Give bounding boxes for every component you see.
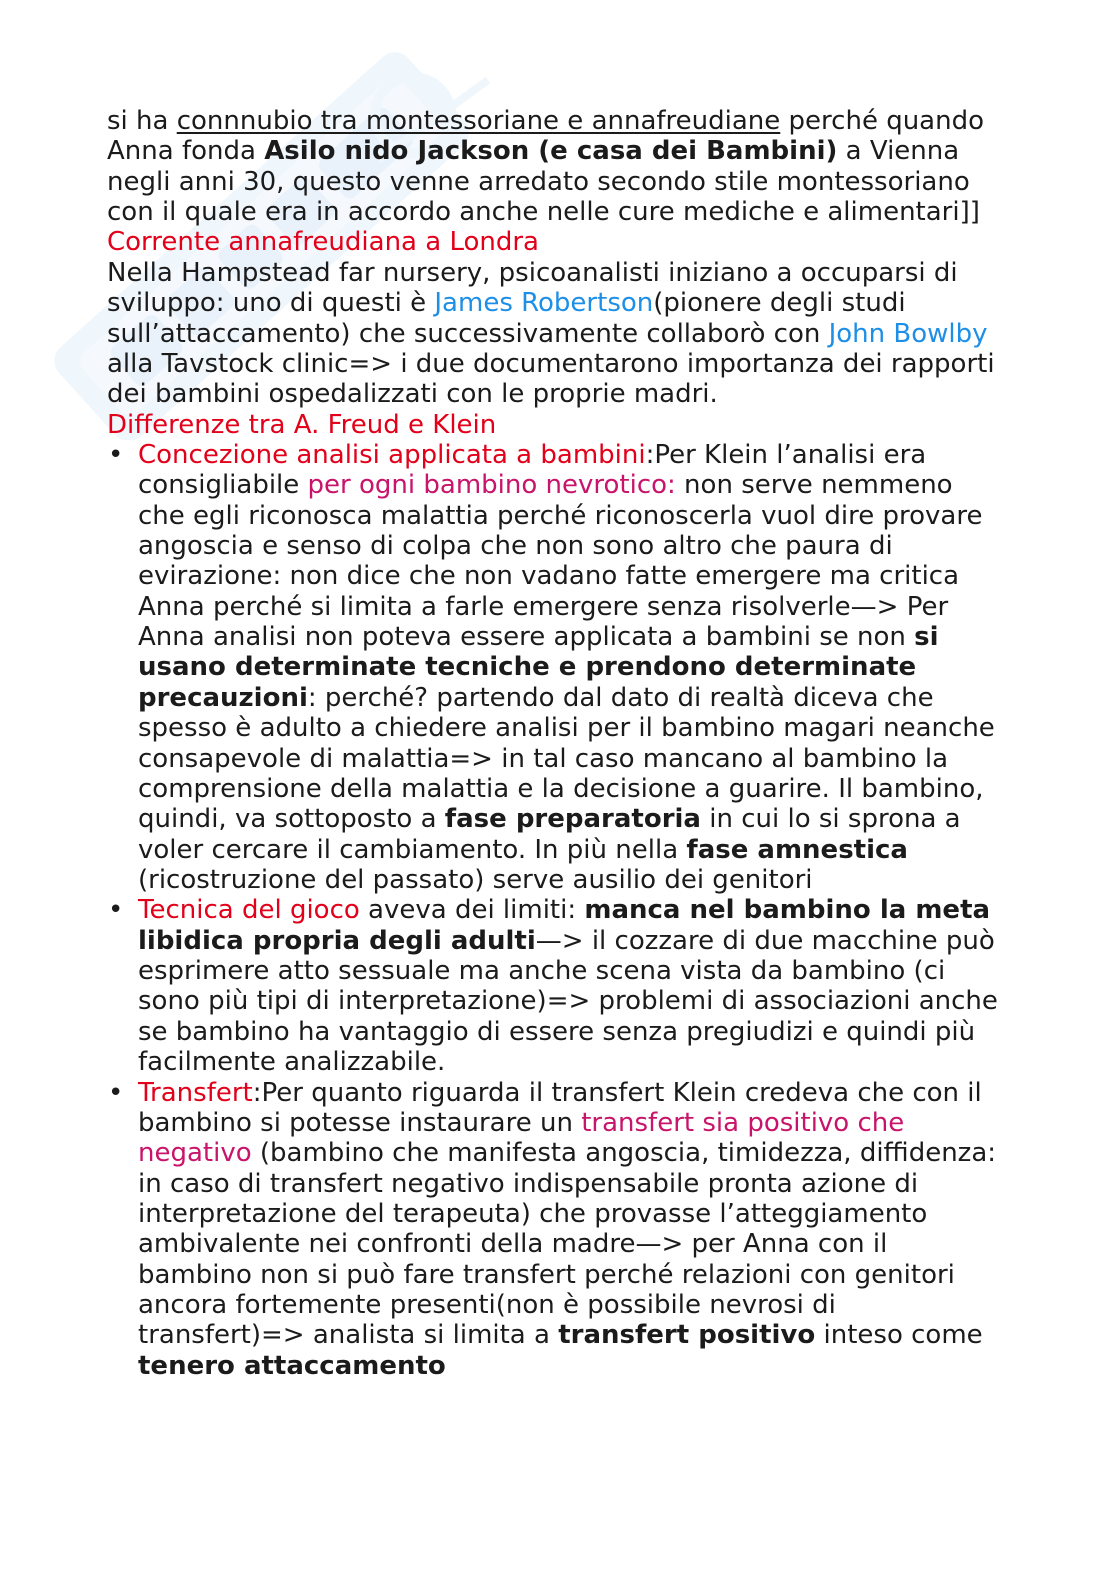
document-body xyxy=(107,106,1067,1381)
text-line xyxy=(138,470,1067,500)
text-run: sono più tipi di interpretazione)=> problemi di associazioni anche xyxy=(138,986,998,1017)
text-line xyxy=(138,652,1067,682)
bullet-item xyxy=(107,440,1067,895)
text-line xyxy=(107,197,1067,227)
highlighted-text: transfert sia positivo che xyxy=(581,1107,905,1138)
text-run: in cui lo si sprona a xyxy=(700,804,961,835)
text-line xyxy=(138,501,1067,531)
bold-text: fase amnestica xyxy=(686,834,908,865)
section-heading xyxy=(107,410,1067,440)
text-line xyxy=(138,835,1067,865)
text-run: transfert)=> analista si limita a xyxy=(138,1320,559,1351)
text-line xyxy=(138,1229,1067,1259)
text-line xyxy=(138,1290,1067,1320)
text-run: perché quando xyxy=(780,106,985,136)
text-line xyxy=(138,986,1067,1016)
text-run: alla Tavstock clinic=> i due documentarono importanza dei rapporti xyxy=(107,348,995,379)
text-line xyxy=(138,1138,1067,1168)
text-line xyxy=(138,561,1067,591)
text-run: (pionere degli studi xyxy=(653,288,906,319)
text-line xyxy=(107,288,1067,318)
text-run: se bambino ha vantaggio di essere senza pregiudizi e quindi più xyxy=(138,1016,976,1047)
text-line xyxy=(138,1260,1067,1290)
text-run: negli anni 30, questo venne arredato secondo stile montessoriano xyxy=(107,166,970,197)
highlighted-text: per ogni bambino nevrotico: xyxy=(307,470,676,501)
text-run: consigliabile xyxy=(138,470,308,501)
text-line xyxy=(138,622,1067,652)
paragraph xyxy=(107,106,1067,227)
text-line xyxy=(138,713,1067,743)
text-line xyxy=(138,865,1067,895)
bold-text: usano determinate tecniche e prendono determinate xyxy=(138,652,917,683)
text-line xyxy=(138,956,1067,986)
text-run: inteso come xyxy=(815,1320,983,1351)
text-run: angoscia e senso di colpa che non sono altro che paura di xyxy=(138,531,893,562)
text-line xyxy=(138,592,1067,622)
heading-text: Corrente annafreudiana a Londra xyxy=(107,227,539,258)
text-run: esprimere atto sessuale ma anche scena vista da bambino (ci xyxy=(138,956,946,987)
highlighted-text: Tecnica del gioco xyxy=(138,895,360,926)
text-line xyxy=(107,379,1067,409)
text-run: in caso di transfert negativo indispensabile pronta azione di xyxy=(138,1168,919,1199)
text-run: aveva dei limiti: xyxy=(359,895,585,926)
text-run: —> il cozzare di due macchine può xyxy=(535,925,995,956)
text-run: (bambino che manifesta angoscia, timidezza, diffidenza: xyxy=(251,1138,997,1169)
text-run: a Vienna xyxy=(837,136,960,167)
heading-text: Differenze tra A. Freud e Klein xyxy=(107,409,497,440)
text-line xyxy=(138,1320,1067,1350)
text-run: :Per quanto riguarda il transfert Klein credeva che con il xyxy=(252,1077,982,1108)
text-run: sull’attaccamento) che successivamente collaborò con xyxy=(107,318,829,349)
bold-text: transfert positivo xyxy=(558,1320,816,1351)
bold-text: si xyxy=(914,622,939,653)
highlighted-text: Transfert xyxy=(138,1077,253,1108)
bold-text: precauzioni xyxy=(138,682,308,713)
text-line xyxy=(138,744,1067,774)
bold-text: Asilo nido Jackson (e casa dei Bambini) xyxy=(264,136,838,167)
text-line xyxy=(138,1199,1067,1229)
text-line xyxy=(107,227,1067,257)
text-line xyxy=(138,1078,1067,1108)
text-run: sviluppo: uno di questi è xyxy=(107,288,435,319)
text-line xyxy=(138,1017,1067,1047)
bullet-item xyxy=(107,1078,1067,1382)
text-line xyxy=(138,804,1067,834)
text-run: non serve nemmeno xyxy=(675,470,953,501)
text-line xyxy=(107,349,1067,379)
text-line xyxy=(138,531,1067,561)
text-run: si ha xyxy=(107,106,177,136)
text-run: bambino non si può fare transfert perché relazioni con genitori xyxy=(138,1259,955,1290)
text-run: evirazione: non dice che non vadano fatte emergere ma critica xyxy=(138,561,960,592)
highlighted-text: Concezione analisi applicata a bambini xyxy=(138,439,646,470)
text-run: : perché? partendo dal dato di realtà diceva che xyxy=(307,682,934,713)
bold-text: fase preparatoria xyxy=(444,804,701,835)
text-line xyxy=(107,319,1067,349)
text-run: comprensione della malattia e la decisione a guarire. Il bambino, xyxy=(138,773,984,804)
text-run: (ricostruzione del passato) serve ausilio dei genitori xyxy=(138,864,813,895)
text-line xyxy=(107,136,1067,166)
text-run: dei bambini ospedalizzati con le proprie madri. xyxy=(107,379,718,410)
text-run: interpretazione del terapeuta) che provasse l’atteggiamento xyxy=(138,1198,928,1229)
text-run: con il quale era in accordo anche nelle cure mediche e alimentari]] xyxy=(107,197,980,228)
paragraph xyxy=(107,258,1067,410)
text-run: consapevole di malattia=> in tal caso mancano al bambino la xyxy=(138,743,949,774)
bold-text: libidica propria degli adulti xyxy=(138,925,536,956)
text-line xyxy=(107,258,1067,288)
text-run: ancora fortemente presenti(non è possibile nevrosi di xyxy=(138,1290,836,1321)
text-line xyxy=(107,106,1067,136)
bullet-icon: • xyxy=(108,439,124,470)
text-run: bambino si potesse instaurare un xyxy=(138,1107,582,1138)
text-line xyxy=(138,1351,1067,1381)
bold-text: manca nel bambino la meta xyxy=(584,895,991,926)
text-line xyxy=(107,410,1067,440)
text-run: ambivalente nei confronti della madre—> per Anna con il xyxy=(138,1229,888,1260)
text-run: Anna analisi non poteva essere applicata a bambini se non xyxy=(138,622,915,653)
highlighted-text: John Bowlby xyxy=(828,318,988,349)
underlined-text: connnubio tra montessoriane e annafreudiane xyxy=(176,106,781,136)
text-run: Anna perché si limita a farle emergere senza risolverle—> Per xyxy=(138,591,949,622)
text-line xyxy=(138,1047,1067,1077)
text-line xyxy=(138,1169,1067,1199)
text-line xyxy=(138,895,1067,925)
bold-text: tenero attaccamento xyxy=(138,1350,446,1381)
section-heading xyxy=(107,227,1067,257)
text-run: spesso è adulto a chiedere analisi per il bambino magari neanche xyxy=(138,713,995,744)
bullet-item xyxy=(107,895,1067,1077)
text-run: che egli riconosca malattia perché riconoscerla vuol dire provare xyxy=(138,500,983,531)
text-run: :Per Klein l’analisi era xyxy=(645,439,927,470)
text-line xyxy=(138,1108,1067,1138)
highlighted-text: James Robertson xyxy=(434,288,654,319)
text-run: quindi, va sottoposto a xyxy=(138,804,445,835)
bullet-icon: • xyxy=(108,895,124,926)
text-line xyxy=(138,683,1067,713)
text-run: voler cercare il cambiamento. In più nella xyxy=(138,834,687,865)
text-run: facilmente analizzabile. xyxy=(138,1047,446,1078)
text-line xyxy=(138,774,1067,804)
text-run: Anna fonda xyxy=(107,136,265,167)
text-line xyxy=(138,440,1067,470)
text-run: Nella Hampstead far nursery, psicoanalisti iniziano a occuparsi di xyxy=(107,257,958,288)
bullet-icon: • xyxy=(108,1077,124,1108)
highlighted-text: negativo xyxy=(138,1138,252,1169)
text-line xyxy=(138,926,1067,956)
text-line xyxy=(107,167,1067,197)
